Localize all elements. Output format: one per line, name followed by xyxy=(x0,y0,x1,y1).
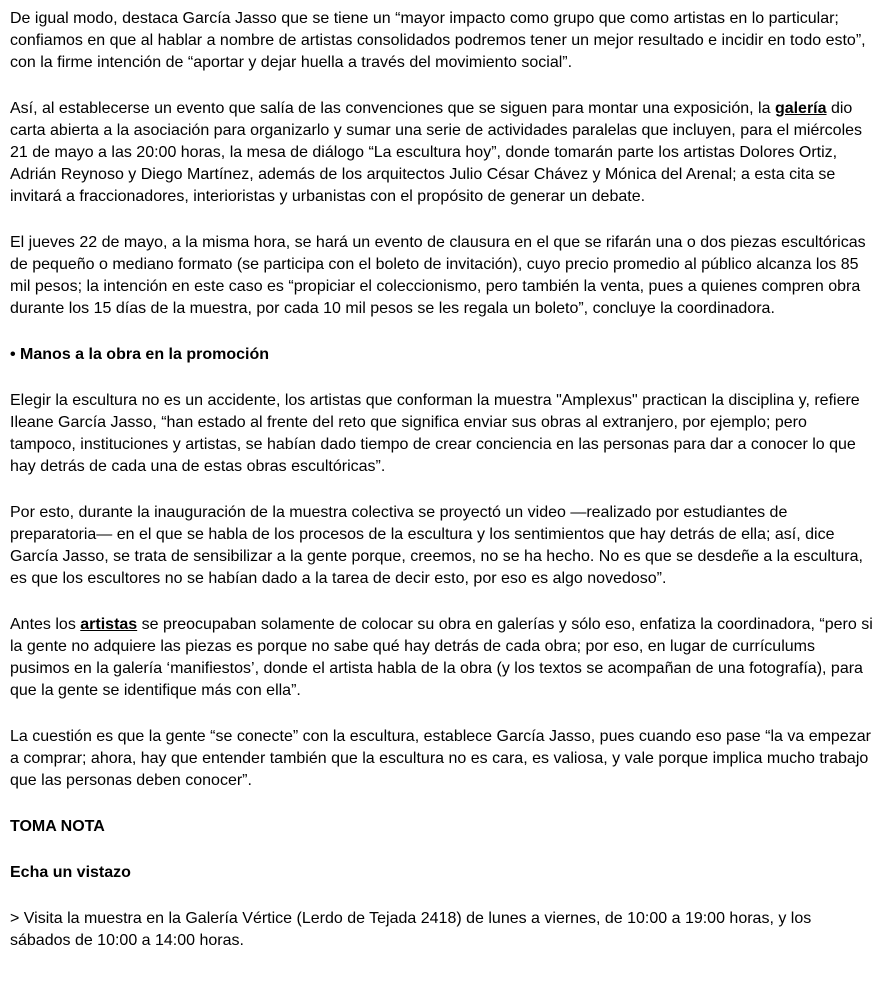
paragraph-elegir-escultura: Elegir la escultura no es un accidente, los artistas que conforman la muestra "Amplexus" practican la disciplina y, refiere Ileane García Jasso, “han estado al frente del reto que significa enviar sus obras al extranjero, por ejemplo; pero tampoco, instituciones y artistas, se habían dado tiempo de crear conciencia en las personas para dar a conocer lo que hay detrás de cada una de estas obras escultóricas”. xyxy=(10,392,860,475)
paragraph-video-estudiantes: Por esto, durante la inauguración de la muestra colectiva se proyectó un video —realizado por estudiantes de preparatoria— en el que se habla de los procesos de la escultura y los sentimientos que hay detrás de ella; así, dice García Jasso, se trata de sensibilizar a la gente porque, creemos, no se ha hecho. No es que se desdeñe a la escultura, es que los escultores no se habían dado a la tarea de decir esto, por eso es algo novedoso”. xyxy=(10,504,863,587)
artistas-link[interactable]: artistas xyxy=(80,616,138,633)
section-heading-manos-a-la-obra: • Manos a la obra en la promoción xyxy=(10,346,269,363)
article-body xyxy=(10,8,876,952)
paragraph-evento-clausura: El jueves 22 de mayo, a la misma hora, se hará un evento de clausura en el que se rifarán una o dos piezas escultóricas de pequeño o mediano formato (se participa con el boleto de invitación), cuyo precio promedio al público alcanza los 85 mil pesos; la intención en este caso es “propiciar el coleccionismo, pero también la venta, pues a quienes compren obra durante los 15 días de la muestra, por cada 10 mil pesos se les regala un boleto”, concluye la coordinadora. xyxy=(10,234,866,317)
paragraph-antes-los-artistas-text-before: Antes los xyxy=(10,616,81,633)
paragraph-evento-galeria-text-before: Así, al establecerse un evento que salía de las convenciones que se siguen para montar una exposición, la xyxy=(10,100,775,117)
paragraph-antes-los-artistas xyxy=(10,614,876,702)
paragraph-visita-la-muestra: > Visita la muestra en la Galería Vértice (Lerdo de Tejada 2418) de lunes a viernes, de 10:00 a 19:00 horas, y los sábados de 10:00 a 14:00 horas. xyxy=(10,910,812,949)
paragraph-evento-galeria-text-after: dio carta abierta a la asociación para organizarlo y sumar una serie de actividades paralelas que incluyen, para el miércoles 21 de mayo a las 20:00 horas, la mesa de diálogo “La escultura hoy”, donde tomarán parte los artistas Dolores Ortiz, Adrián Reynoso y Diego Martínez, además de los arquitectos Julio César Chávez y Mónica del Arenal; a esta cita se invitará a fraccionadores, interioristas y urbanistas con el propósito de generar un debate. xyxy=(10,100,863,205)
section-heading-toma-nota: TOMA NOTA xyxy=(10,818,105,835)
paragraph-antes-los-artistas-text-after: se preocupaban solamente de colocar su obra en galerías y sólo eso, enfatiza la coordinadora, “pero si la gente no adquiere las piezas es porque no sabe qué hay detrás de cada obra; por eso, en lugar de currículums pusimos en la galería ‘manifiestos’, donde el artista habla de la obra (y los textos se acompañan de una fotografía), para que la gente se identifique más con ella”. xyxy=(10,616,873,699)
paragraph-gente-se-conecte: La cuestión es que la gente “se conecte” con la escultura, establece García Jasso, pues cuando eso pase “la va empezar a comprar; ahora, hay que entender también que la escultura no es cara, es valiosa, y vale porque implica mucho trabajo que las personas deben conocer”. xyxy=(10,728,871,789)
paragraph-evento-galeria xyxy=(10,98,876,208)
paragraph-impacto-grupo: De igual modo, destaca García Jasso que se tiene un “mayor impacto como grupo que como artistas en lo particular; confiamos en que al hablar a nombre de artistas consolidados podremos tener un mejor resultado e incidir en todo esto”, con la firme intención de “aportar y dejar huella a través del movimiento social”. xyxy=(10,10,866,71)
section-heading-echa-un-vistazo: Echa un vistazo xyxy=(10,864,131,881)
galeria-link[interactable]: galería xyxy=(774,100,827,117)
